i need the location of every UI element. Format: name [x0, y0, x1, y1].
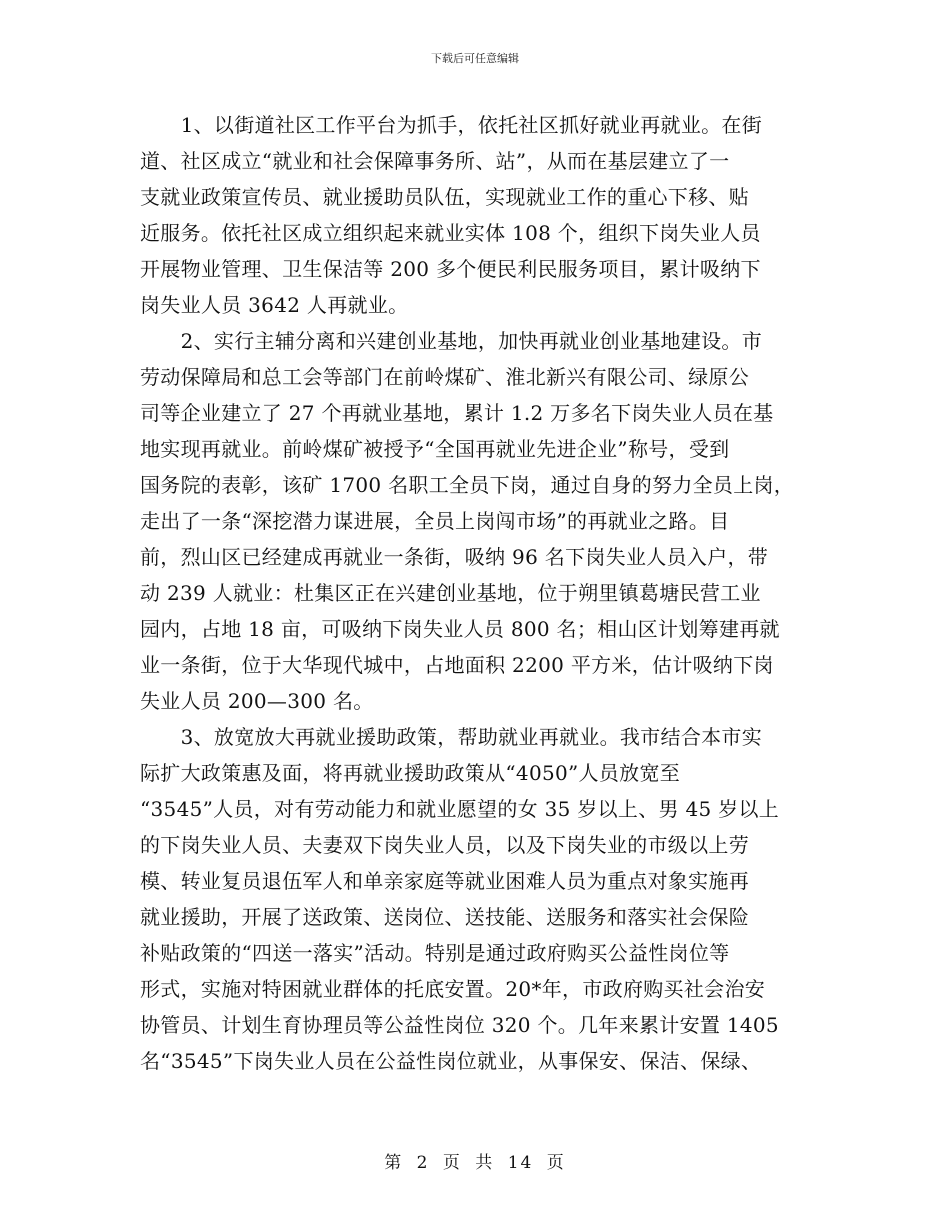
- paragraph-line: 就业援助，开展了送政策、送岗位、送技能、送服务和落实社会保险: [140, 905, 749, 929]
- paragraph-line: 近服务。依托社区成立组织起来就业实体 108 个，组织下岗失业人员: [140, 221, 761, 245]
- paragraph-line: 园内，占地 18 亩，可吸纳下岗失业人员 800 名；相山区计划筹建再就: [140, 617, 780, 641]
- paragraph-line: 动 239 人就业：杜集区正在兴建创业基地，位于朔里镇葛塘民营工业: [140, 581, 761, 605]
- document-body: [140, 107, 810, 1079]
- paragraph-line: 司等企业建立了 27 个再就业基地，累计 1.2 万多名下岗失业人员在基: [140, 401, 774, 425]
- paragraph-line: 协管员、计划生育协理员等公益性岗位 320 个。几年来累计安置 1405: [140, 1013, 779, 1037]
- paragraph-line: 国务院的表彰，该矿 1700 名职工全员下岗，通过自身的努力全员上岗，: [140, 473, 795, 497]
- paragraph-line: 名“3545”下岗失业人员在公益性岗位就业，从事保安、保洁、保绿、: [140, 1049, 762, 1073]
- page-number: 第 2 页 共 14 页: [384, 1153, 566, 1173]
- paragraph-line: 的下岗失业人员、夫妻双下岗失业人员，以及下岗失业的市级以上劳: [140, 833, 749, 857]
- paragraph-line: 岗失业人员 3642 人再就业。: [140, 293, 409, 317]
- paragraph-line: 道、社区成立“就业和社会保障事务所、站”，从而在基层建立了一: [140, 149, 730, 173]
- paragraph-line: 支就业政策宣传员、就业援助员队伍，实现就业工作的重心下移、贴: [140, 185, 749, 209]
- paragraph-line: 1、以街道社区工作平台为抓手，依托社区抓好就业再就业。在街: [140, 113, 763, 137]
- paragraph-2: [140, 323, 810, 719]
- paragraph-line: 劳动保障局和总工会等部门在前岭煤矿、淮北新兴有限公司、绿原公: [140, 365, 749, 389]
- page-header-note: 下载后可任意编辑: [431, 52, 519, 65]
- paragraph-line: 前，烈山区已经建成再就业一条街，吸纳 96 名下岗失业人员入户，带: [140, 545, 769, 569]
- paragraph-line: 补贴政策的“四送一落实”活动。特别是通过政府购买公益性岗位等: [140, 941, 730, 965]
- paragraph-line: 走出了一条“深挖潜力谋进展，全员上岗闯市场”的再就业之路。目: [140, 509, 730, 533]
- paragraph-line: 2、实行主辅分离和兴建创业基地，加快再就业创业基地建设。市: [140, 329, 763, 353]
- paragraph-3: [140, 719, 810, 1079]
- paragraph-line: 际扩大政策惠及面，将再就业援助政策从“4050”人员放宽至: [140, 761, 681, 785]
- paragraph-line: 业一条街，位于大华现代城中，占地面积 2200 平方米，估计吸纳下岗: [140, 653, 774, 677]
- paragraph-line: 模、转业复员退伍军人和单亲家庭等就业困难人员为重点对象实施再: [140, 869, 749, 893]
- paragraph-line: 3、放宽放大再就业援助政策，帮助就业再就业。我市结合本市实: [140, 725, 763, 749]
- paragraph-line: 形式，实施对特困就业群体的托底安置。20*年，市政府购买社会治安: [140, 977, 766, 1001]
- paragraph-line: 失业人员 200—300 名。: [140, 689, 374, 713]
- paragraph-line: “3545”人员，对有劳动能力和就业愿望的女 35 岁以上、男 45 岁以上: [140, 797, 780, 821]
- paragraph-1: [140, 107, 810, 323]
- paragraph-line: 开展物业管理、卫生保洁等 200 多个便民利民服务项目，累计吸纳下: [140, 257, 761, 281]
- paragraph-line: 地实现再就业。前岭煤矿被授予“全国再就业先进企业”称号，受到: [140, 437, 730, 461]
